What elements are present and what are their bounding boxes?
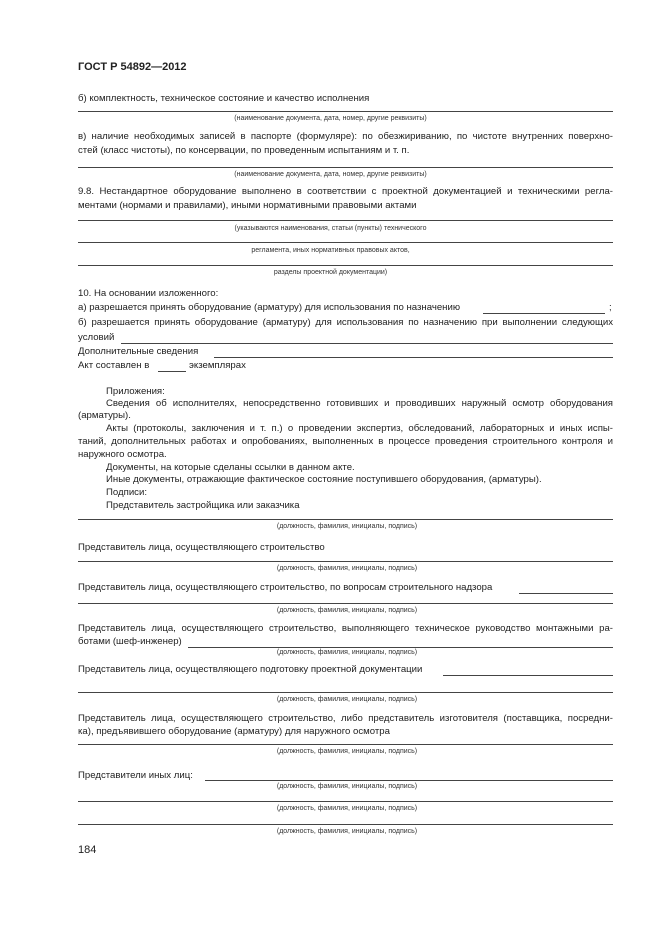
section-9-8-line1: 9.8. Нестандартное оборудование выполнено в соответствии с проектной документацией и техническими регла- [78, 186, 613, 197]
blank-line [519, 593, 613, 594]
caption-signature: (должность, фамилия, инициалы, подпись) [276, 783, 418, 790]
item-v-passport-line2: стей (класс чистоты), по консервации, по проведенным испытаниям и т. п. [78, 145, 410, 156]
semicolon: ; [609, 302, 612, 313]
rep-chief-engineer-line1: Представитель лица, осуществляющего строительство, выполняющего техническое руководство монтажными ра- [78, 623, 613, 634]
caption-document-details: (наименование документа, дата, номер, другие реквизиты) [234, 115, 427, 122]
blank-line [78, 265, 613, 266]
caption-signature: (должность, фамилия, инициалы, подпись) [276, 607, 418, 614]
blank-line [483, 313, 605, 314]
signatures-title: Подписи: [106, 487, 147, 498]
blank-line [214, 357, 613, 358]
document-header: ГОСТ Р 54892—2012 [78, 61, 187, 73]
rep-chief-engineer-line2: ботами (шеф-инженер) [78, 636, 182, 647]
blank-line [443, 675, 613, 676]
caption-signature: (должность, фамилия, инициалы, подпись) [276, 805, 418, 812]
signature-line [78, 744, 613, 745]
rep-manufacturer-line1: Представитель лица, осуществляющего строительство, либо представитель изготовителя (поставщика, посредни- [78, 713, 613, 724]
caption-signature: (должность, фамилия, инициалы, подпись) [276, 523, 418, 530]
attachment-3: Документы, на которые сделаны ссылки в данном акте. [106, 462, 355, 473]
attachment-4: Иные документы, отражающие фактическое состояние поступившего оборудования, (арматуры). [106, 474, 542, 485]
copies-suffix: экземплярах [189, 360, 246, 371]
blank-line [158, 371, 186, 372]
caption-signature: (должность, фамилия, инициалы, подпись) [276, 649, 418, 656]
caption-signature: (должность, фамилия, инициалы, подпись) [276, 828, 418, 835]
attachment-1-line2: (арматуры). [78, 410, 131, 421]
signature-line [78, 519, 613, 520]
attachment-1-line1: Сведения об исполнителях, непосредственно готовивших и проводивших наружный осмотр оборудования [106, 398, 613, 409]
caption-regulation-2: регламента, иных нормативных правовых актов, [251, 247, 410, 254]
rep-supervision-label: Представитель лица, осуществляющего строительство, по вопросам строительного надзора [78, 582, 493, 593]
rep-customer-label: Представитель застройщика или заказчика [106, 500, 300, 511]
additional-info-label: Дополнительные сведения [78, 346, 199, 357]
rep-design-label: Представитель лица, осуществляющего подготовку проектной документации [78, 664, 423, 675]
rep-builder-label: Представитель лица, осуществляющего строительство [78, 542, 325, 553]
signature-line [78, 603, 613, 604]
item-b-completeness: б) комплектность, техническое состояние и качество исполнения [78, 93, 370, 104]
item-v-passport-line1: в) наличие необходимых записей в паспорте (формуляре): по обезжириванию, по чистоте внутренних поверхно- [78, 131, 613, 142]
rep-manufacturer-line2: ка), предъявившего оборудование (арматуру) для наружного осмотра [78, 726, 390, 737]
attachments-title: Приложения: [106, 386, 165, 397]
caption-signature: (должность, фамилия, инициалы, подпись) [276, 696, 418, 703]
blank-line [78, 167, 613, 168]
section-10-title: 10. На основании изложенного: [78, 288, 219, 299]
caption-regulation-1: (указываются наименования, статьи (пункты) технического [234, 225, 427, 232]
caption-document-details: (наименование документа, дата, номер, другие реквизиты) [234, 171, 427, 178]
item-b-accept-conditions: б) разрешается принять оборудование (арматуру) для использования по назначению при выполнении следующих [78, 317, 613, 328]
caption-regulation-3: разделы проектной документации) [273, 269, 388, 276]
conditions-label: условий [78, 332, 115, 343]
signature-line [78, 824, 613, 825]
attachment-2-line1: Акты (протоколы, заключения и т. п.) о проведении экспертиз, обследований, лабораторных и иных испы- [106, 423, 613, 434]
signature-line [78, 561, 613, 562]
item-a-accept: а) разрешается принять оборудование (арматуру) для использования по назначению [78, 302, 461, 313]
blank-line [78, 220, 613, 221]
attachment-2-line2: таний, дополнительных работах и опробованиях, выполненных в процессе проведения строительного контроля и [78, 436, 613, 447]
signature-line [78, 692, 613, 693]
rep-others-label: Представители иных лиц: [78, 770, 193, 781]
signature-line [205, 780, 613, 781]
signature-line [78, 801, 613, 802]
blank-line [78, 111, 613, 112]
copies-label: Акт составлен в [78, 360, 150, 371]
page-number: 184 [78, 844, 97, 856]
blank-line [78, 242, 613, 243]
blank-line [121, 343, 613, 344]
section-9-8-line2: ментами (нормами и правилами), иными нормативными правовыми актами [78, 200, 417, 211]
attachment-2-line3: наружного осмотра. [78, 449, 167, 460]
caption-signature: (должность, фамилия, инициалы, подпись) [276, 565, 418, 572]
caption-signature: (должность, фамилия, инициалы, подпись) [276, 748, 418, 755]
